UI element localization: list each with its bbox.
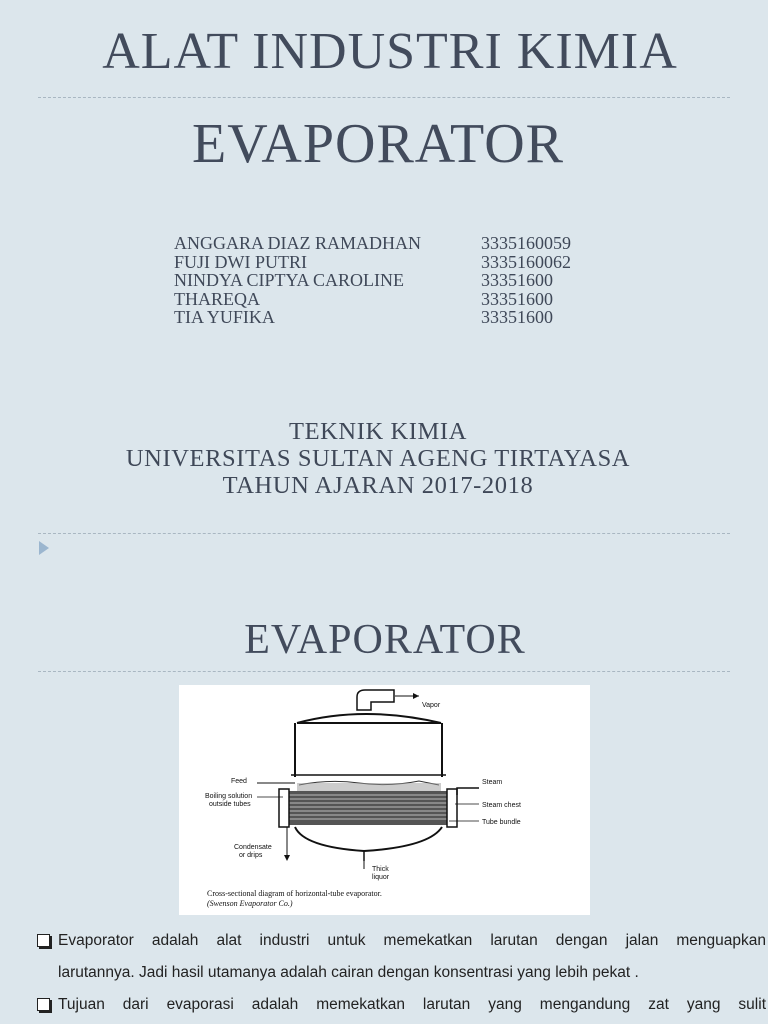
bullet-text: Evaporator adalah alat industri untuk memekatkan larutan dengan jalan menguapkan [58, 932, 766, 949]
tube-bundle-label: Tube bundle [482, 819, 521, 826]
member-name: TIA YUFIKA [174, 307, 275, 327]
bullet-text-continued: larutannya. Jadi hasil utamanya adalah cairan dengan konsentrasi yang lebih pekat . [58, 964, 639, 981]
member-id: 33351600 [481, 288, 553, 309]
bullet-list [36, 925, 766, 1021]
boiling-solution-label: outside tubes [209, 801, 251, 808]
diagram-caption-source: (Swenson Evaporator Co.) [207, 899, 293, 908]
member-name: NINDYA CIPTYA CAROLINE [174, 270, 405, 290]
feed-label: Feed [231, 778, 247, 785]
member-name: THAREQA [174, 288, 260, 309]
member-row [174, 290, 634, 309]
member-row [174, 253, 634, 272]
vapor-label: Vapor [422, 702, 441, 709]
university-label: UNIVERSITAS SULTAN AGENG TIRTAYASA [125, 445, 631, 472]
bullet-item [36, 989, 766, 1021]
member-row [174, 308, 634, 327]
thick-liquor-label: liquor [372, 874, 390, 881]
divider [38, 671, 730, 672]
bullet-text: Tujuan dari evaporasi adalah memekatkan larutan yang mengandung zat yang sulit [58, 996, 766, 1013]
thick-liquor-label: Thick [372, 866, 389, 873]
checkbox-bullet-icon [37, 998, 50, 1011]
member-id: 33351600 [481, 307, 553, 327]
member-list [174, 234, 634, 327]
divider [38, 97, 730, 98]
member-row [174, 271, 634, 290]
member-name: FUJI DWI PUTRI [174, 251, 307, 272]
steam-chest-label: Steam chest [482, 802, 521, 809]
slide-subtitle: EVAPORATOR [191, 113, 565, 175]
steam-label: Steam [482, 779, 503, 786]
divider [38, 533, 730, 534]
member-id: 3335160059 [481, 233, 571, 253]
slide-title: ALAT INDUSTRI KIMIA [102, 23, 678, 80]
institution-block [0, 418, 756, 499]
member-name: ANGGARA DIAZ RAMADHAN [174, 233, 421, 253]
boiling-solution-label: Boiling solution [205, 793, 253, 800]
bullet-item [36, 925, 766, 957]
member-id: 33351600 [481, 270, 553, 290]
checkbox-bullet-icon [37, 934, 50, 947]
diagram-caption: Cross-sectional diagram of horizontal-tube evaporator. [207, 889, 382, 898]
department-label: TEKNIK KIMIA [289, 418, 467, 445]
slide-title: EVAPORATOR [244, 617, 526, 663]
play-arrow-icon [39, 541, 49, 555]
condensate-label: Condensate [234, 844, 272, 851]
evaporator-diagram [179, 685, 590, 915]
member-row [174, 234, 634, 253]
condensate-label: or drips [239, 852, 263, 859]
academic-year-label: TAHUN AJARAN 2017-2018 [222, 472, 534, 499]
member-id: 3335160062 [481, 251, 571, 272]
